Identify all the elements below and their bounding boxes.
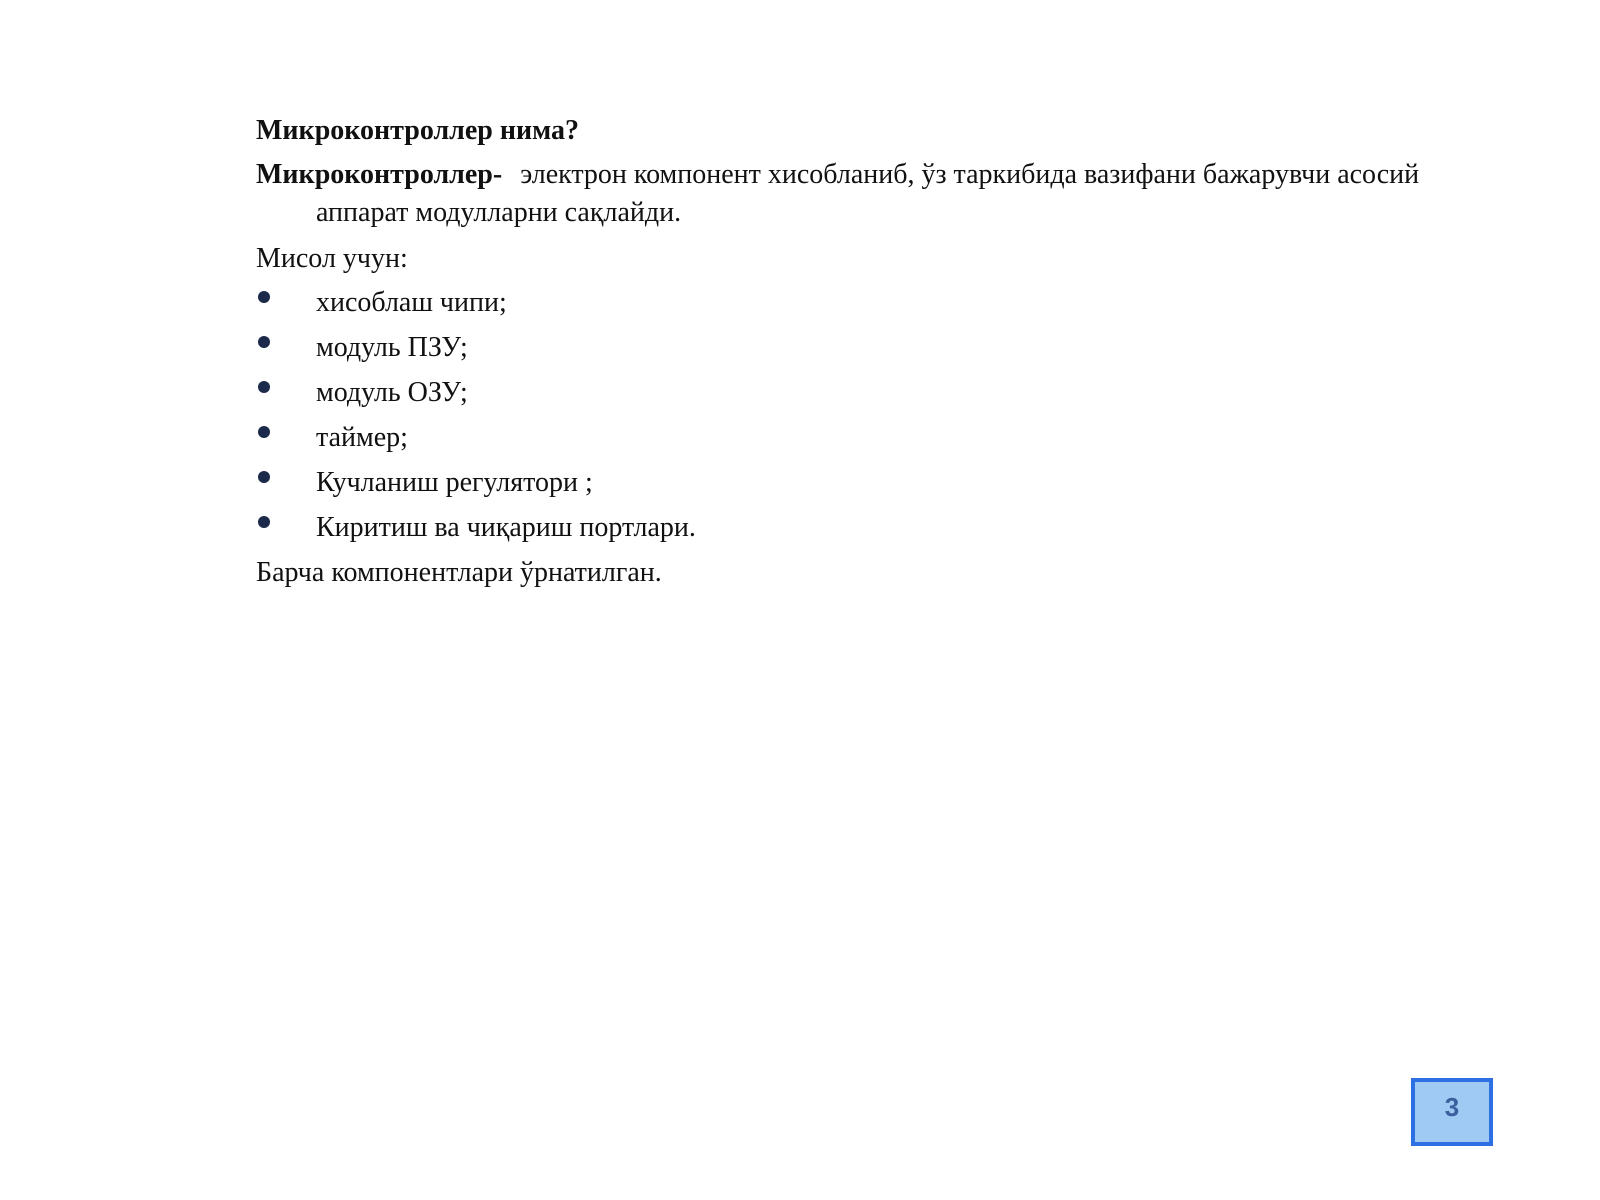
list-item-text: модуль ПЗУ;: [316, 332, 468, 363]
closing-text: Барча компонентлари ўрнатилган.: [256, 557, 662, 588]
list-item-text: Киритиш ва чиқариш портлари.: [316, 512, 696, 543]
list-item: [256, 419, 1476, 464]
bullet-icon: [258, 291, 270, 303]
examples-intro: Мисол учун:: [256, 243, 408, 274]
list-item-text: Кучланиш регулятори ;: [316, 467, 593, 498]
list-item-text: таймер;: [316, 422, 408, 453]
bullet-icon: [258, 336, 270, 348]
list-item: [256, 464, 1476, 509]
bullet-icon: [258, 381, 270, 393]
bullet-icon: [258, 516, 270, 528]
list-item: [256, 284, 1476, 329]
list-item: [256, 374, 1476, 419]
definition-text: электрон компонент хисобланиб, ўз таркибида вазифани бажарувчи асосий аппарат модулларни сақлайди.: [316, 159, 1420, 228]
list-item-text: хисоблаш чипи;: [316, 287, 507, 318]
definition-paragraph: [256, 156, 1476, 232]
list-item: [256, 509, 1476, 554]
slide-heading: Микроконтроллер нима?: [256, 115, 580, 146]
definition-term: Микроконтроллер-: [256, 159, 503, 190]
list-item-text: модуль ОЗУ;: [316, 377, 468, 408]
bullet-icon: [258, 471, 270, 483]
list-item: [256, 329, 1476, 374]
page-number-badge: 3: [1411, 1078, 1493, 1146]
slide-content: [256, 112, 1476, 592]
bullet-icon: [258, 426, 270, 438]
component-list: [256, 284, 1476, 554]
